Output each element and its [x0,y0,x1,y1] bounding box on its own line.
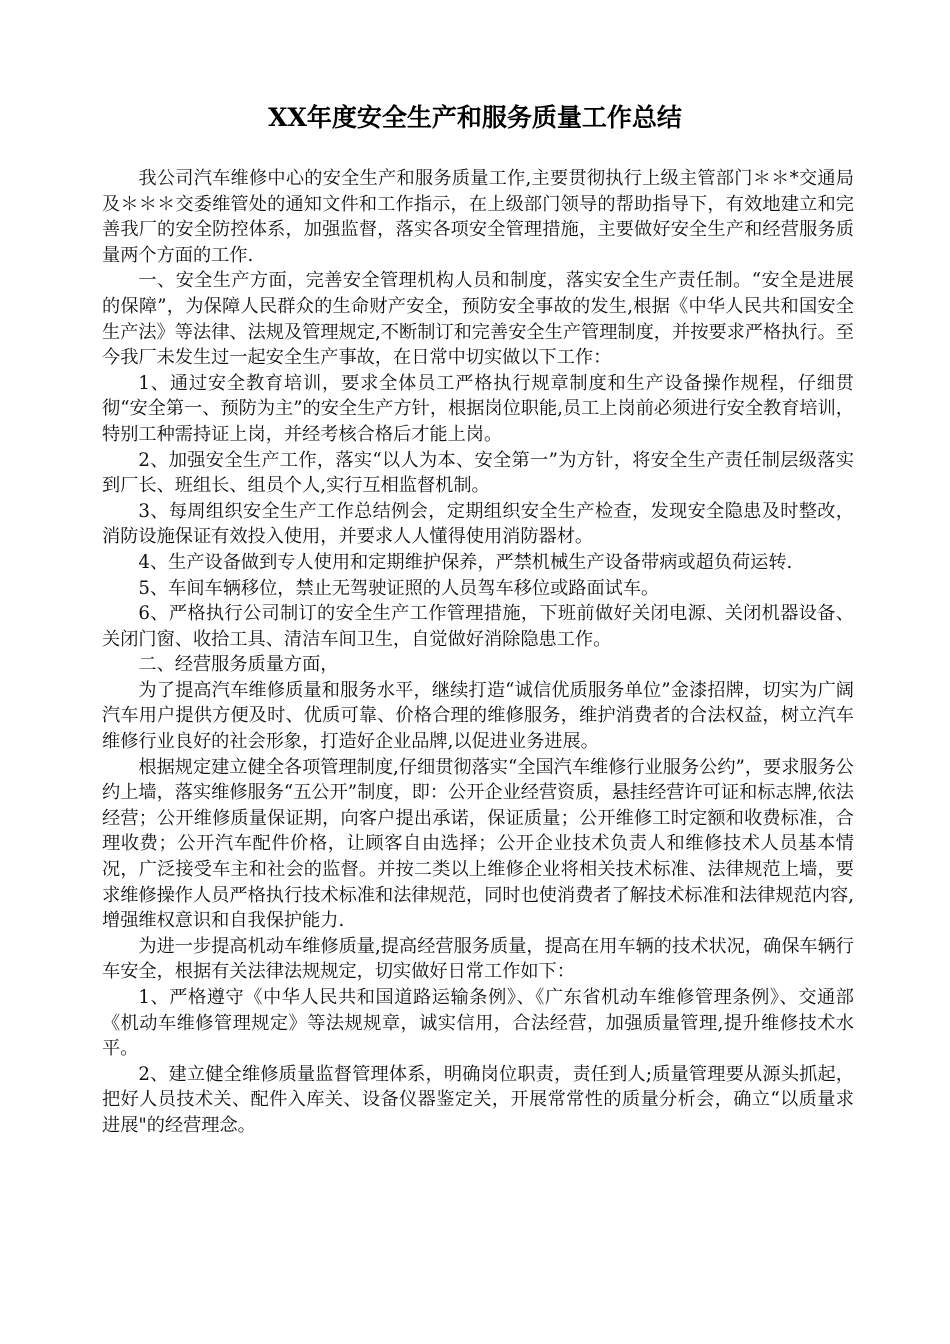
paragraph-safety-item-3: 3、每周组织安全生产工作总结例会，定期组织安全生产检查，发现安全隐患及时整改，消防设施保证有效投入使用，并要求人人懂得使用消防器材。 [102,500,854,548]
document-title: XX年度安全生产和服务质量工作总结 [268,103,682,132]
paragraph-service-goal: 为了提高汽车维修质量和服务水平，继续打造“诚信优质服务单位”金漆招牌，切实为广阔汽车用户提供方便及时、优质可靠、价格合理的维修服务，维护消费者的合法权益，树立汽车维修行业良好的社会形象，打造好企业品牌,以促进业务进展。 [102,679,854,753]
document-body [102,166,854,1139]
paragraph-section-safety: 一、安全生产方面，完善安全管理机构人员和制度，落实安全生产责任制。“安全是进展的保障”，为保障人民群众的生命财产安全，预防安全事故的发生,根据《中华人民共和国安全生产法》等法律、法规及管理规定,不断制订和完善安全生产管理制度，并按要求严格执行。至今我厂未发生过一起安全生产事故，在日常中切实做以下工作： [102,270,854,369]
paragraph-safety-item-2: 2、加强安全生产工作，落实“以人为本、安全第一”为方针，将安全生产责任制层级落实到厂长、班组长、组员个人,实行互相监督机制。 [102,449,854,497]
paragraph-section-service: 二、经营服务质量方面， [138,654,339,676]
paragraph-service-item-1: 1、严格遵守《中华人民共和国道路运输条例》、《广东省机动车维修管理条例》、交通部《机动车维修管理规定》等法规规章，诚实信用，合法经营，加强质量管理,提升维修技术水平。 [102,987,854,1060]
paragraph-safety-item-1: 1、通过安全教育培训，要求全体员工严格执行规章制度和生产设备操作规程，仔细贯彻“安全第一、预防为主”的安全生产方针，根据岗位职能,员工上岗前必须进行安全教育培训，特别工种需持证上岗，并经考核合格后才能上岗。 [102,372,854,445]
paragraph-safety-item-4: 4、生产设备做到专人使用和定期维护保养，严禁机械生产设备带病或超负荷运转. [138,551,793,573]
paragraph-intro: 我公司汽车维修中心的安全生产和服务质量工作,主要贯彻执行上级主管部门＊＊*交通局及＊＊＊交委维管处的通知文件和工作指示，在上级部门领导的帮助指导下，有效地建立和完善我厂的安全防控体系，加强监督，落实各项安全管理措施，主要做好安全生产和经营服务质量两个方面的工作. [102,168,854,266]
paragraph-service-rules: 根据规定建立健全各项管理制度,仔细贯彻落实“全国汽车维修行业服务公约”，要求服务公约上墙，落实维修服务“五公开”制度，即：公开企业经营资质，悬挂经营许可证和标志牌,依法经营；公开维修质量保证期，向客户提出承诺，保证质量；公开维修工时定额和收费标准，合理收费；公开汽车配件价格，让顾客自由选择；公开企业技术负责人和维修技术人员基本情况，广泛接受车主和社会的监督。并按二类以上维修企业将相关技术标准、法律规范上墙，要求维修操作人员严格执行技术标准和法律规范，同时也使消费者了解技术标准和法律规范内容,增强维权意识和自我保护能力. [102,756,854,932]
paragraph-safety-item-5: 5、车间车辆移位，禁止无驾驶证照的人员驾车移位或路面试车。 [138,577,660,599]
paragraph-service-item-2: 2、建立健全维修质量监督管理体系，明确岗位职责，责任到人;质量管理要从源头抓起，把好人员技术关、配件入库关、设备仪器鉴定关，开展常常性的质量分析会，确立“以质量求进展"的经营理念。 [102,1063,854,1136]
paragraph-service-improve: 为进一步提高机动车维修质量,提高经营服务质量，提高在用车辆的技术状况，确保车辆行车安全，根据有关法律法规规定，切实做好日常工作如下： [102,935,854,983]
paragraph-safety-item-6: 6、严格执行公司制订的安全生产工作管理措施，下班前做好关闭电源、关闭机器设备、关闭门窗、收拾工具、清洁车间卫生，自觉做好消除隐患工作。 [102,603,854,650]
